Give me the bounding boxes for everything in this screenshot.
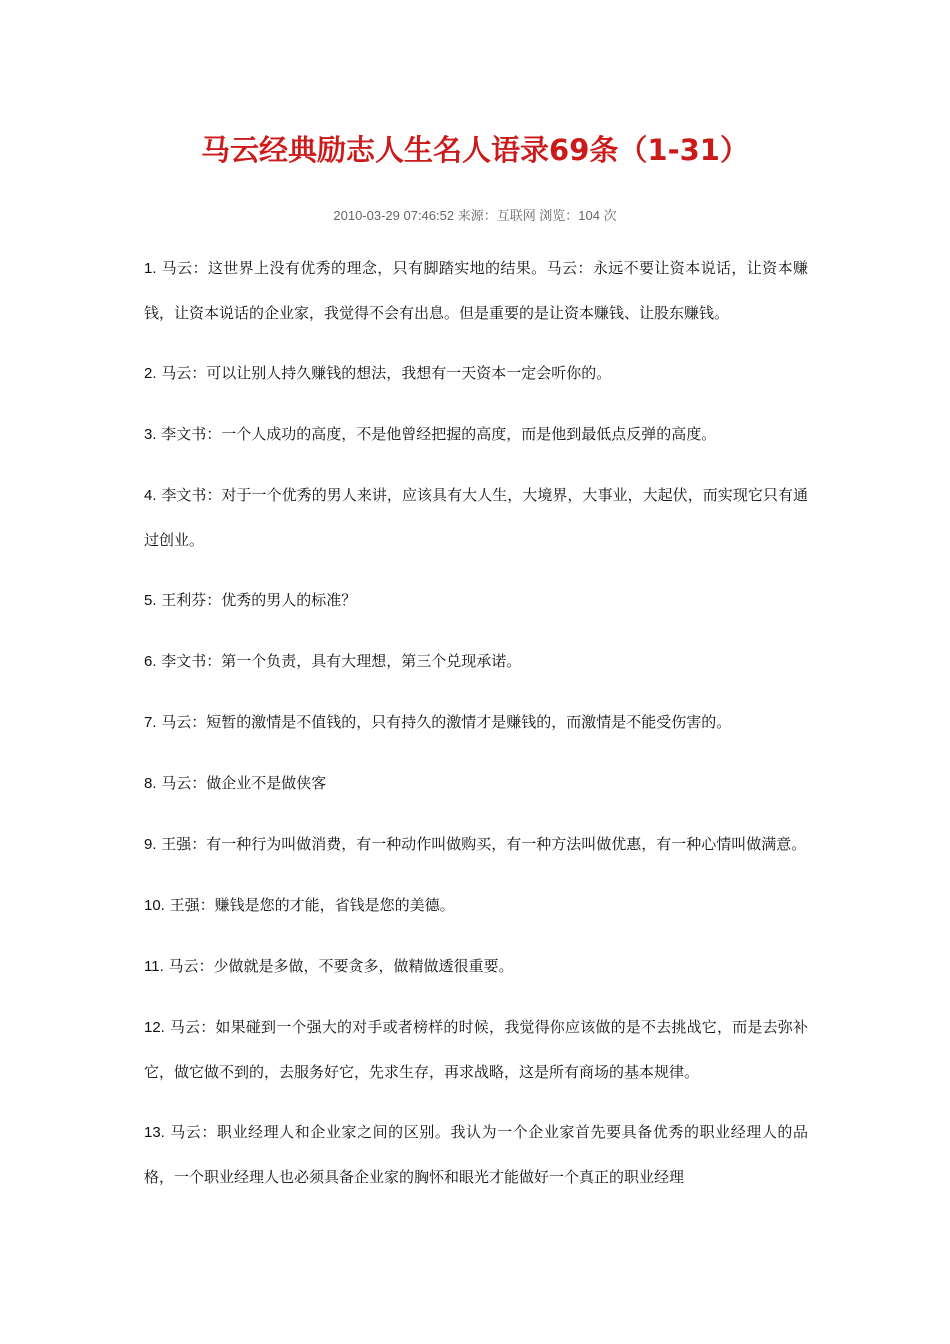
- quote-text: 李文书：对于一个优秀的男人来讲，应该具有大人生，大境界，大事业，大起伏，而实现它只有通过创业。: [144, 486, 808, 549]
- quote-number: 3.: [144, 426, 157, 443]
- quote-text: 马云：短暂的激情是不值钱的，只有持久的激情才是赚钱的，而激情是不能受伤害的。: [156, 713, 732, 731]
- quote-item: [144, 883, 808, 928]
- quote-text: 马云：做企业不是做侠客: [156, 774, 327, 792]
- quote-item: [144, 761, 808, 806]
- quote-number: 1.: [144, 260, 157, 277]
- quote-text: 王强：有一种行为叫做消费，有一种动作叫做购买，有一种方法叫做优惠，有一种心情叫做满意。: [156, 835, 807, 853]
- quote-number: 10.: [144, 897, 165, 914]
- quote-number: 13.: [144, 1124, 165, 1141]
- quote-item: [144, 412, 808, 457]
- quote-number: 12.: [144, 1019, 165, 1036]
- quote-item: [144, 1005, 808, 1094]
- quote-item: [144, 246, 808, 335]
- quote-text: 李文书：第一个负责，具有大理想，第三个兑现承诺。: [156, 652, 522, 670]
- quote-item: [144, 700, 808, 745]
- quote-text: 李文书：一个人成功的高度，不是他曾经把握的高度，而是他到最低点反弹的高度。: [156, 425, 717, 443]
- article-title: 马云经典励志人生名人语录69条（1-31）: [201, 133, 749, 167]
- quote-number: 6.: [144, 653, 157, 670]
- quote-text: 马云：职业经理人和企业家之间的区别。我认为一个企业家首先要具备优秀的职业经理人的品格，一个职业经理人也必须具备企业家的胸怀和眼光才能做好一个真正的职业经理: [144, 1123, 808, 1186]
- quote-item: [144, 944, 808, 989]
- article-meta: 2010-03-29 07:46:52 来源：互联网 浏览：104 次: [333, 208, 617, 223]
- quote-item: [144, 351, 808, 396]
- quote-number: 2.: [144, 365, 157, 382]
- quote-item: [144, 639, 808, 684]
- quote-text: 王利芬：优秀的男人的标准？: [156, 591, 357, 609]
- quote-item: [144, 473, 808, 562]
- quote-text: 马云：如果碰到一个强大的对手或者榜样的时候，我觉得你应该做的是不去挑战它，而是去弥补它，做它做不到的，去服务好它，先求生存，再求战略，这是所有商场的基本规律。: [144, 1018, 808, 1081]
- quote-number: 8.: [144, 775, 157, 792]
- quote-number: 4.: [144, 487, 157, 504]
- quote-number: 7.: [144, 714, 157, 731]
- quote-item: [144, 822, 808, 867]
- quote-text: 马云：可以让别人持久赚钱的想法，我想有一天资本一定会听你的。: [156, 364, 612, 382]
- quote-number: 11.: [144, 958, 164, 975]
- quote-text: 马云：少做就是多做，不要贪多，做精做透很重要。: [163, 957, 514, 975]
- quote-number: 5.: [144, 592, 157, 609]
- quote-item: [144, 1110, 808, 1199]
- quote-number: 9.: [144, 836, 157, 853]
- article-body: [144, 246, 808, 1215]
- quote-text: 马云：这世界上没有优秀的理念，只有脚踏实地的结果。马云：永远不要让资本说话，让资本赚钱，让资本说话的企业家，我觉得不会有出息。但是重要的是让资本赚钱、让股东赚钱。: [144, 259, 808, 322]
- quote-text: 王强：赚钱是您的才能，省钱是您的美德。: [164, 896, 455, 914]
- quote-item: [144, 578, 808, 623]
